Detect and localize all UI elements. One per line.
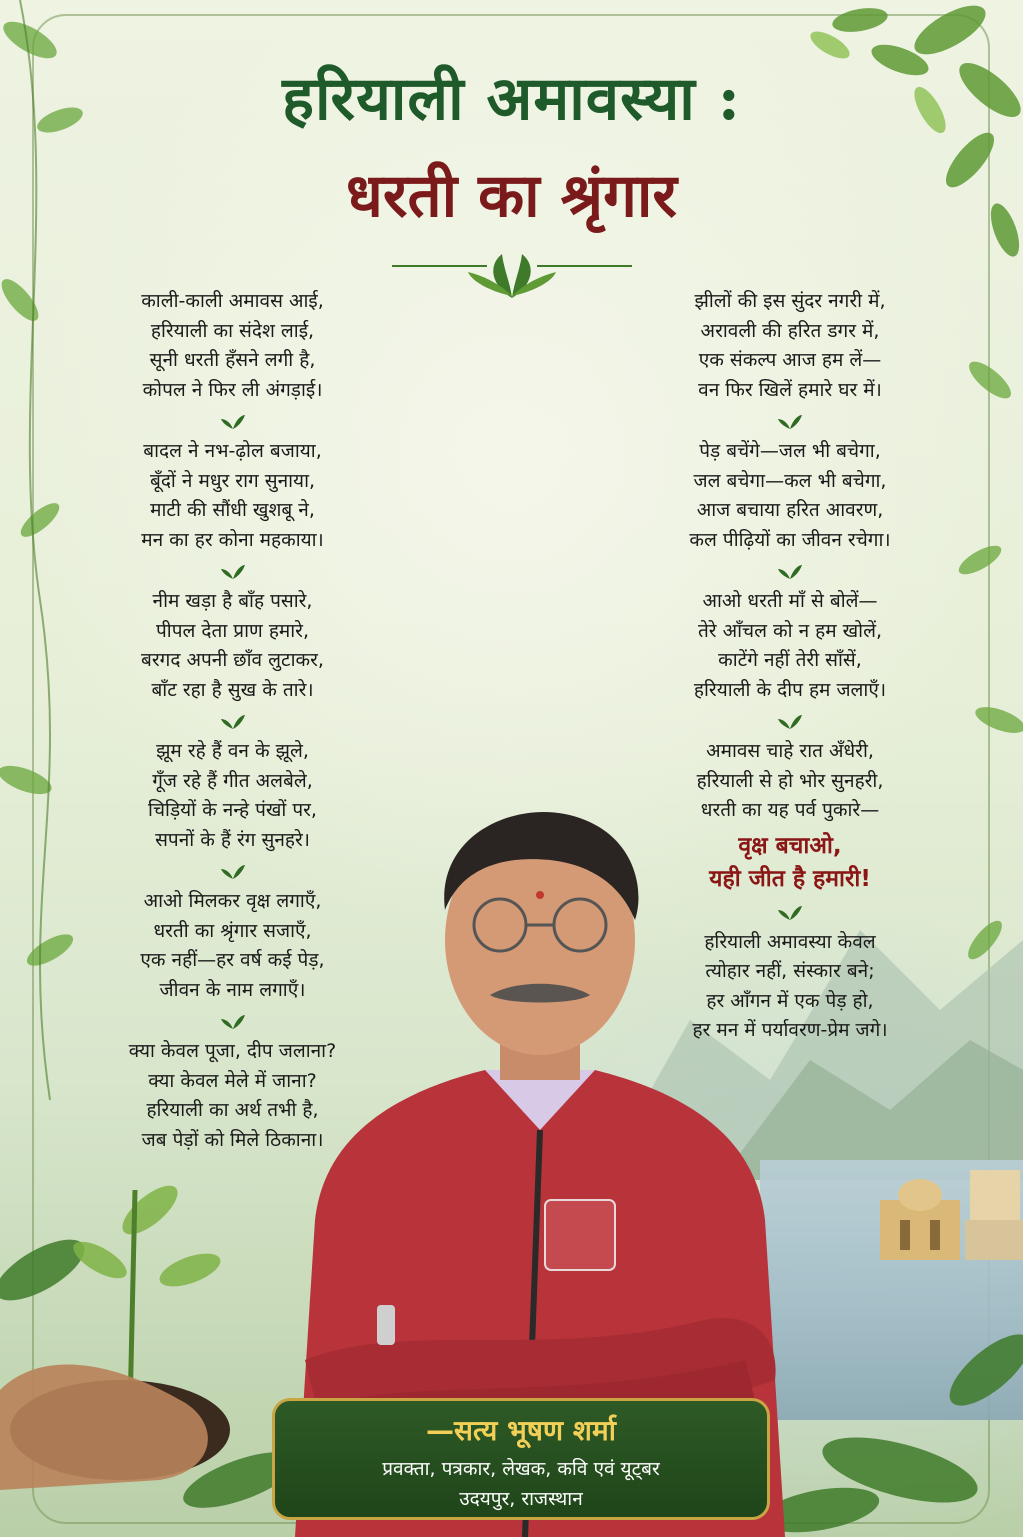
title-line2: धरती का श्रृंगार — [346, 161, 677, 231]
foliage-top-right — [740, 0, 1023, 300]
author-place: उदयपुर, राजस्थान — [459, 1488, 583, 1510]
highlight-slogan: वृक्ष बचाओ, यही जीत है हमारी! — [709, 832, 871, 892]
poem-stanza: अमावस चाहे रात अँधेरी, हरियाली से हो भोर सुनहरी, धरती का यह पर्व पुकारे— — [696, 740, 884, 821]
leaf-ornament-icon — [392, 246, 632, 302]
poem-stanza: झूम रहे हैं वन के झूले, गूँज रहे हैं गीत अलबेले, चिड़ियों के नन्हे पंखों पर, सपनों के हैं रंग सुनहरे। — [148, 740, 317, 851]
poem-stanza: क्या केवल पूजा, दीप जलाना? क्या केवल मेले में जाना? हरियाली का अर्थ तभी है, जब पेड़ों को मिले ठिकाना। — [128, 1040, 337, 1151]
sprout-icon — [777, 561, 803, 579]
sprout-icon — [777, 711, 803, 729]
poem-stanza: आओ धरती माँ से बोलें— तेरे आँचल को न हम खोलें, काटेंगे नहीं तेरी साँसें, हरियाली के दीप हम जलाएँ। — [693, 590, 887, 701]
poem-stanza: हरियाली अमावस्या केवल त्योहार नहीं, संस्कार बने; हर आँगन में एक पेड़ हो, हर मन में पर्यावरण-प्रेम जगे। — [692, 930, 888, 1041]
title-line1: हरियाली अमावस्या : — [282, 64, 741, 134]
author-designation: प्रवक्ता, पत्रकार, लेखक, कवि एवं यूट्बर — [382, 1458, 660, 1480]
sprout-icon — [220, 1011, 246, 1029]
poem-stanza: पेड़ बचेंगे—जल भी बचेगा, जल बचेगा—कल भी बचेगा, आज बचाया हरित आवरण, कल पीढ़ियों का जीवन रचेगा। — [689, 440, 891, 551]
poem-stanza: काली-काली अमावस आई, हरियाली का संदेश लाई, सूनी धरती हँसने लगी है, कोपल ने फिर ली अंगड़ाई। — [141, 290, 324, 401]
sprout-icon — [220, 561, 246, 579]
poem-stanza: झीलों की इस सुंदर नगरी में, अरावली की हरित डगर में, एक संकल्प आज हम लें— वन फिर खिलें हमारे घर में। — [694, 290, 886, 401]
sprout-icon — [220, 861, 246, 879]
author-namebox — [272, 1398, 770, 1520]
sprout-icon — [220, 411, 246, 429]
author-name: —सत्य भूषण शर्मा — [426, 1414, 616, 1447]
poem-stanza: नीम खड़ा है बाँह पसारे, पीपल देता प्राण हमारे, बरगद अपनी छाँव लुटाकर, बाँट रहा है सुख के तारे। — [141, 590, 324, 701]
poem-stanza: बादल ने नभ-ढ़ोल बजाया, बूँदों ने मधुर राग सुनाया, माटी की सौंधी खुशबू ने, मन का हर कोना महकाया। — [141, 440, 324, 551]
poem-stanza: आओ मिलकर वृक्ष लगाएँ, धरती का श्रृंगार सजाएँ, एक नहीं—हर वर्ष कई पेड़, जीवन के नाम लगाएँ। — [140, 890, 325, 1001]
sprout-icon — [777, 411, 803, 429]
sprout-icon — [220, 711, 246, 729]
